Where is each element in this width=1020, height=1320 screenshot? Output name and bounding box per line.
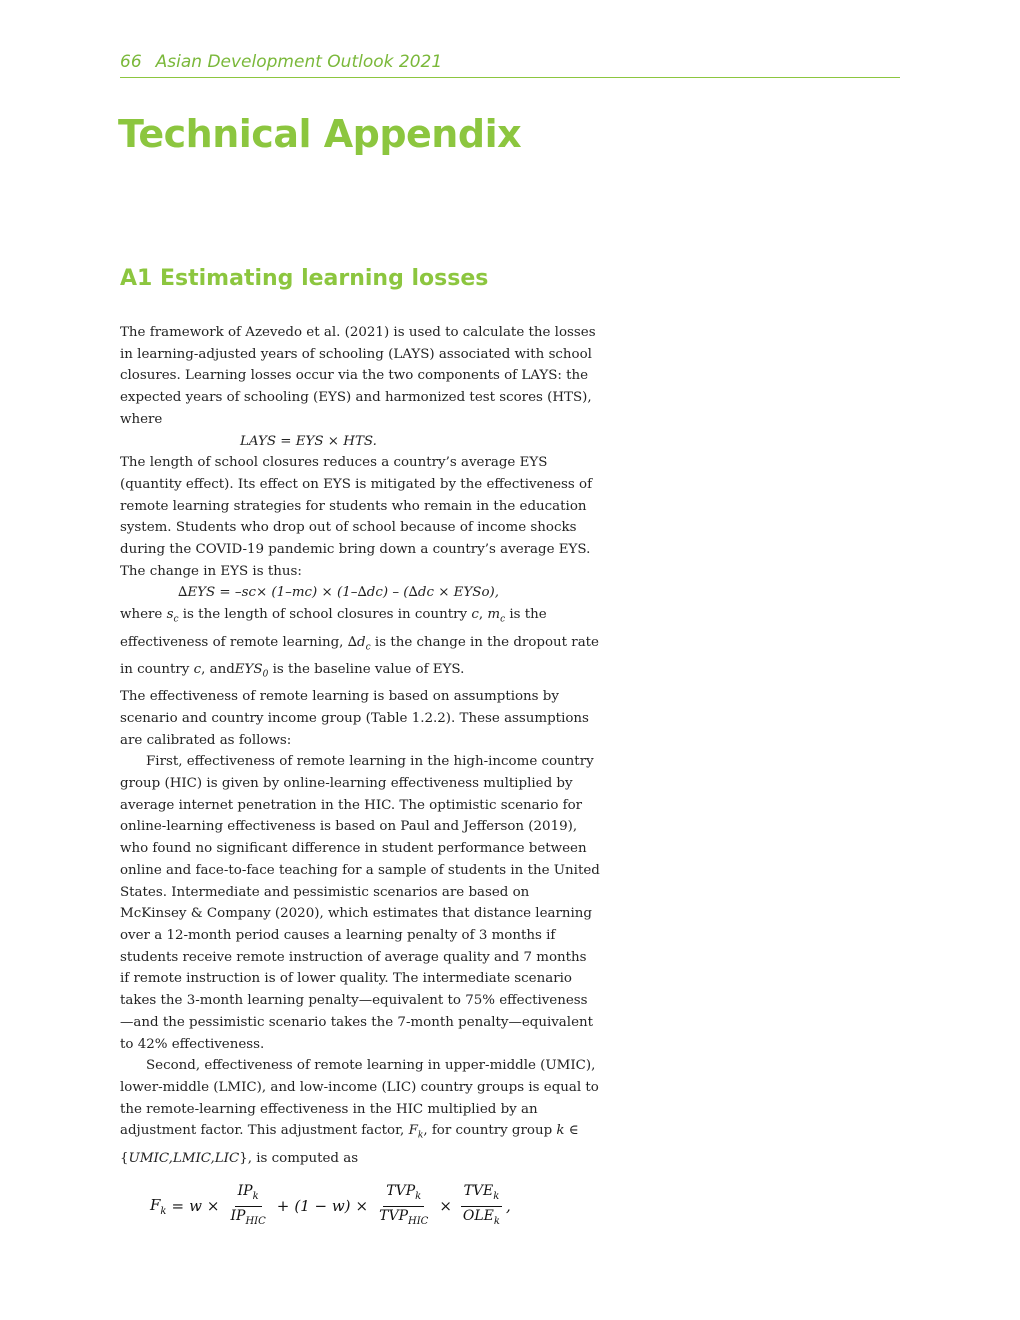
symbol: TVP [386,1183,416,1199]
equation-delta-eys: ∆EYS = –sc× (1–mc) × (1–∆dc) – (∆dc × EYSo), [178,585,500,601]
formula-lhs [150,1196,166,1217]
group-set: UMIC,LMIC,LIC [128,1150,240,1166]
times-sign: × [355,1197,369,1216]
var-c2: c [193,661,202,677]
fraction-ip [227,1182,268,1231]
subscript: HIC [408,1215,429,1227]
paragraph-4: The effectiveness of remote learning is based on assumptions by scenario and country income group (Table 1.2.2). These assumptions are calibrated as follows: [120,689,589,748]
subscript: k [415,1190,422,1202]
paragraph-5: First, effectiveness of remote learning in the high-income country group (HIC) is given by online-learning effectiveness multiplied by average internet penetration in the HIC. The optimistic scenario for online-learning effectiveness is based on Paul and Jefferson (2019), who found no significant difference in student performance between online and face-to-face teaching for a sample of students in the United States. Intermediate and pessimistic scenarios are based on McKinsey & Company (2020), which estimates that distance learning over a 12-month period causes a learning penalty of 3 months if students receive remote instruction of average quality and 7 months if remote instruction is of lower quality. The intermediate scenario takes the 3-month learning penalty—equivalent to 75% effectiveness—and the pessimistic scenario takes the 7-month penalty—equivalent to 42% effectiveness. [120,754,600,1052]
text-run: is the baseline value of EYS. [268,661,465,677]
subscript: k [160,1205,167,1217]
body-text [120,322,600,1169]
adjustment-factor-formula [150,1182,511,1231]
fraction-tve [460,1182,503,1231]
numerator [383,1182,424,1207]
var-k: k [556,1123,565,1139]
symbol: TVE [463,1183,494,1199]
paragraph-6: Second, effectiveness of remote learning in upper-middle (UMIC), lower-middle (LMIC), and low-income (LIC) country groups is equal to the remote-learning effectiveness in the HIC multiplied by an adjustment factor. This adjustment factor, $F_k$, for country group k ∈ {UMIC,LMIC,LIC}, is computed as [120,1058,599,1166]
subscript: k [493,1215,500,1227]
equation-lays: LAYS = EYS × HTS. [240,433,377,449]
symbol: OLE [462,1207,494,1224]
subscript: k [252,1190,259,1202]
page-number: 66 [120,52,142,72]
denominator [227,1207,268,1231]
symbol: IP [237,1183,253,1199]
text-run: is the length of school closures in country [178,607,472,623]
var-d: d [357,634,366,650]
text-run: }, is computed as [239,1150,359,1166]
paragraph-2: The length of school closures reduces a country’s average EYS (quantity effect). Its effect on EYS is mitigated by the effectiveness of remote learning strategies for students who remain in the education system. Students who drop out of school because of income shocks during the COVID-19 pandemic bring down a country’s average EYS. The change in EYS is thus: [120,455,593,579]
numerator [235,1182,262,1207]
text-run: where [120,607,167,623]
text-run: , for country group [423,1123,557,1139]
denominator [460,1207,503,1231]
comma: , [505,1197,511,1216]
symbol-F: F [150,1195,161,1214]
one-minus-w: (1 − w) [294,1197,351,1216]
denominator [376,1207,431,1231]
var-c: c [471,607,479,623]
symbol: TVP [379,1207,408,1224]
var-m: m [487,607,501,623]
subscript: HIC [245,1215,266,1227]
section-heading: A1 Estimating learning losses [120,266,489,291]
text-run: ∈ { [120,1123,579,1166]
text-run: , [478,607,488,623]
publication-title: Asian Development Outlook 2021 [155,52,443,72]
text-run: is the effectiveness of remote learning, ∆ [120,607,547,650]
var-eys: EYS [234,661,263,677]
times-sign: × [206,1197,220,1216]
fraction-tvp [376,1182,431,1231]
subscript: k [493,1190,500,1202]
symbol-w: w [189,1197,202,1216]
var-s: s [166,607,174,623]
paragraph-3: where $s_c$ is the length of school closures in country c, $m_c$ is the effectiveness of remote learning, $\Delta d_c$ is the change in the dropout rate in country c, andEYS$_0$ is the baseline value of EYS. [120,607,599,680]
plus-sign: + [276,1197,290,1216]
times-sign: × [439,1197,452,1216]
page-title: Technical Appendix [118,112,522,156]
equals-sign: = [171,1197,185,1216]
numerator [461,1182,503,1207]
var-F: F [408,1123,418,1139]
text-run: is the change in the dropout rate in country [120,634,599,677]
text-run: , and [201,661,235,677]
paragraph-1: The framework of Azevedo et al. (2021) is used to calculate the losses in learning-adjusted years of schooling (LAYS) associated with school closures. Learning losses occur via the two components of LAYS: the expected years of schooling (EYS) and harmonized test scores (HTS), where [120,325,596,427]
running-head [120,52,900,78]
text-run: Second, effectiveness of remote learning in upper-middle (UMIC), lower-middle (LMIC), and low-income (LIC) country groups is equal to the remote-learning effectiveness in the HIC multiplied by an adjustment factor. This adjustment factor, [120,1058,599,1139]
symbol: IP [230,1207,246,1224]
